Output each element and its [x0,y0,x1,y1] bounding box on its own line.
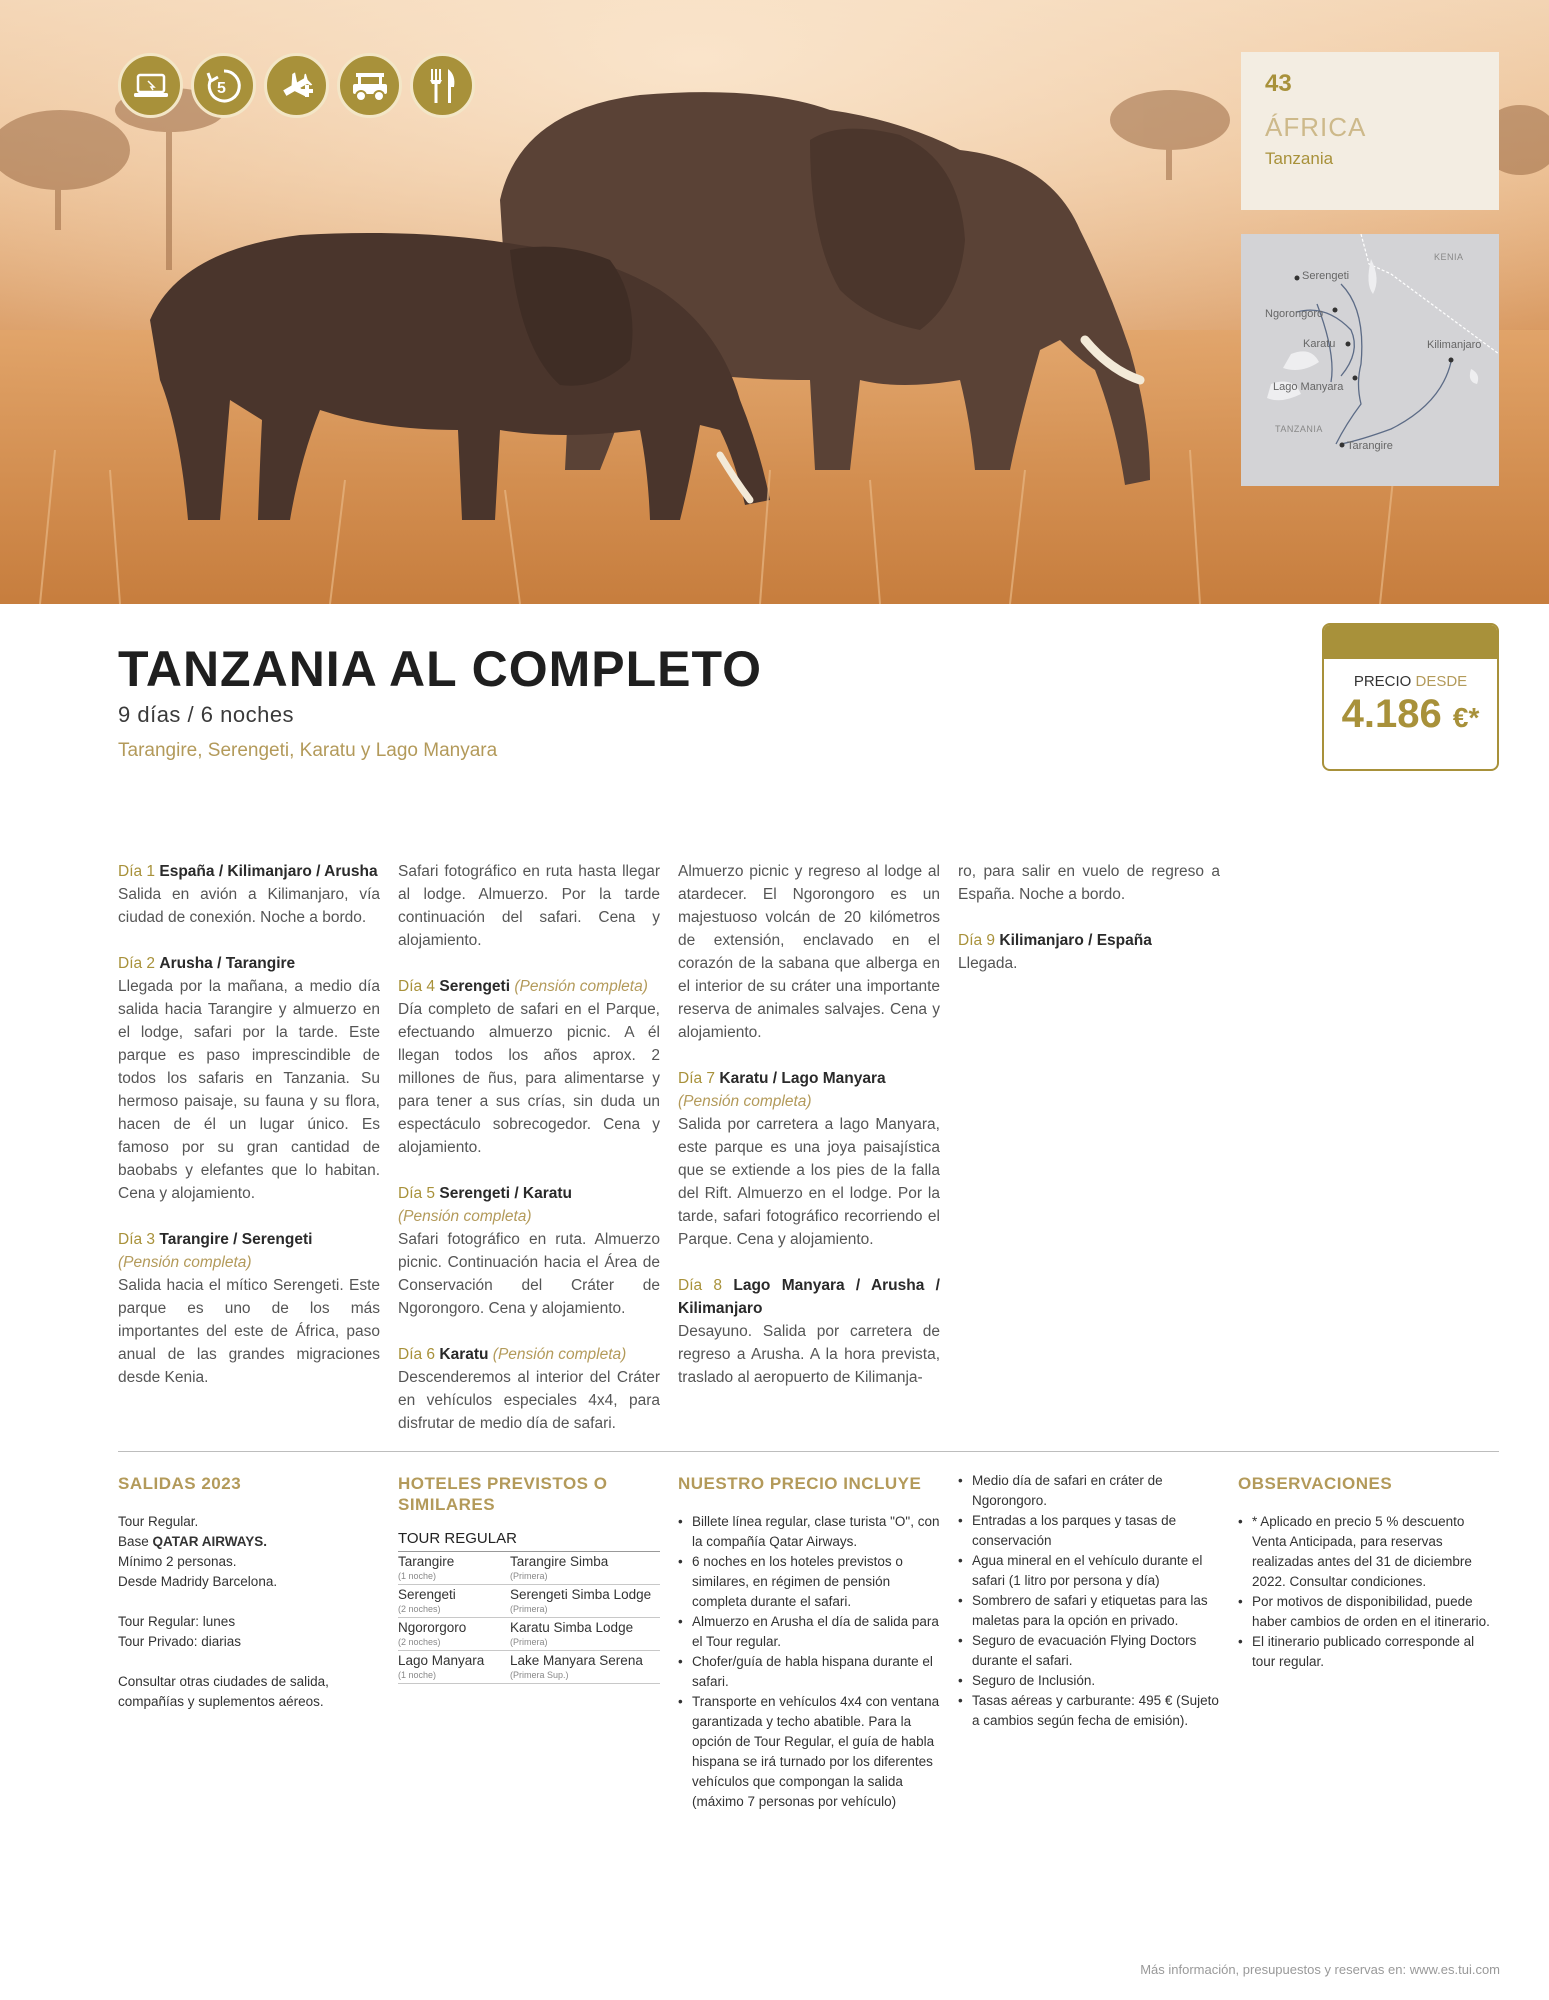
hotels-heading: HOTELES PREVISTOS O SIMILARES [398,1474,608,1514]
day-title: Serengeti / Karatu [439,1185,573,1202]
hotel-destination: Ngororgoro [398,1620,467,1635]
itinerary-column-1 [118,860,380,1412]
includes-item: • Seguro de evacuación Flying Doctors durante el safari. [958,1631,1220,1671]
observations-heading: OBSERVACIONES [1238,1474,1393,1493]
hotel-name: Serengeti Simba Lodge [510,1587,652,1602]
trip-duration: 9 días / 6 noches [118,702,295,727]
price-currency: €* [1452,702,1480,733]
day-number: Día 5 [398,1185,436,1202]
includes-item: • Transporte en vehículos 4x4 con ventana garantizada y techo abatible. Para la opción de Tour Regular, el guía de habla hispana se irá turnado por los diferentes vehículos que compongan la salida (máximo 7 personas por vehículo) [678,1692,940,1812]
itinerary-day-3-continued [398,860,660,952]
price-label [1324,673,1497,690]
day-description: Día completo de safari en el Parque, efectuando almuerzo picnic. A él llegan todos los años aprox. 2 millones de ñus, para alimentarse y para tener a sus crías, sin duda un espectáculo sobrecogedor. Cena y alojamiento. [398,1001,660,1156]
hotels-table [398,1552,660,1684]
itinerary-day-3 [118,1228,380,1389]
hotel-category: (Primera Sup.) [510,1670,569,1680]
price-amount: 4.186 [1341,692,1442,736]
day-meal-plan: (Pensión completa) [398,1208,532,1225]
hotel-nights: (1 noche) [398,1670,437,1680]
day-title: Tarangire / Serengeti [159,1231,313,1248]
departures-airline-line [118,1532,358,1552]
hotel-row [398,1618,660,1651]
price-label-text: PRECIO [1353,673,1412,690]
footer-info: Más información, presupuestos y reservas en: www.es.tui.com [1140,1962,1500,1977]
hero-photo [0,0,1549,604]
day-number: Día 8 [678,1277,723,1294]
departures-airline: QATAR AIRWAYS. [152,1534,268,1549]
includes-item: • Tasas aéreas y carburante: 495 € (Sujeto a cambios según fecha de emisión). [958,1691,1220,1731]
price-band [1324,625,1497,659]
includes-item: • Medio día de safari en cráter de Ngorongoro. [958,1471,1220,1511]
price-includes-list-continued [958,1471,1220,1731]
departures-heading: SALIDAS 2023 [118,1474,242,1493]
includes-item: • Billete línea regular, clase turista "O", con la compañía Qatar Airways. [678,1512,940,1552]
region-label: ÁFRICA [1265,112,1367,142]
route-map [1241,234,1499,486]
day-number: Día 9 [958,932,996,949]
departures-section [118,1473,358,1712]
observations-section [1238,1473,1500,1672]
hotel-nights: (1 noche) [398,1571,437,1581]
price-includes-list [678,1512,940,1812]
day-description: Safari fotográfico en ruta. Almuerzo picnic. Continuación hacia el Área de Conservación del Cráter de Ngorongoro. Cena y alojamiento. [398,1231,660,1317]
includes-item: • Sombrero de safari y etiquetas para las maletas para la opción en privado. [958,1591,1220,1631]
itinerary-day-7 [678,1067,940,1251]
hotel-destination: Lago Manyara [398,1653,485,1668]
day-description: Desayuno. Salida por carretera de regreso a Arusha. A la hora prevista, traslado al aeropuerto de Kilimanja- [678,1323,940,1386]
observation-item: • * Aplicado en precio 5 % descuento Venta Anticipada, para reservas realizadas antes del 31 de diciembre 2022. Consultar condiciones. [1238,1512,1500,1592]
map-label-serengeti: Serengeti [1302,270,1350,282]
laptop-icon [118,53,183,118]
hotel-name: Karatu Simba Lodge [510,1620,634,1635]
hotel-category: (Primera) [510,1604,548,1614]
itinerary-column-3 [678,860,940,1412]
five-star-rotation-icon [191,53,256,118]
includes-item: • Entradas a los parques y tasas de conservación [958,1511,1220,1551]
safari-jeep-icon [337,53,402,118]
day-description: Salida hacia el mítico Serengeti. Este parque es uno de los más importantes del este de África, paso anual de las grandes migraciones desde Kenia. [118,1277,380,1386]
day-number: Día 2 [118,955,156,972]
plane-plus-icon [264,53,329,118]
departures-base-prefix: Base [118,1534,153,1549]
day-description: Salida por carretera a lago Manyara, este parque es una joya paisajística que se extiende a los pies de la falla del Rift. Almuerzo en el lodge. Por la tarde, safari fotográfico recorriendo el Parque. Cena y alojamiento. [678,1116,940,1248]
itinerary-day-6-continued [678,860,940,1044]
day-title: Lago Manyara / Arusha / Kilimanjaro [678,1277,940,1317]
includes-item: • 6 noches en los hoteles previstos o similares, en régimen de pensión completa durante el safari. [678,1552,940,1612]
itinerary-column-4 [958,860,1220,998]
day-title: Karatu [439,1346,489,1363]
day-title: Karatu / Lago Manyara [719,1070,886,1087]
map-label-kilimanjaro: Kilimanjaro [1427,339,1482,351]
day-title: España / Kilimanjaro / Arusha [159,863,378,880]
observation-item: • El itinerario publicado corresponde al tour regular. [1238,1632,1500,1672]
day-number: Día 7 [678,1070,716,1087]
departures-line: Tour Privado: diarias [118,1634,242,1649]
map-label-tanzania: TANZANIA [1275,424,1323,434]
itinerary-day-2 [118,952,380,1205]
itinerary-day-8-continued [958,860,1220,906]
day-title: Kilimanjaro / España [999,932,1152,949]
trip-route: Tarangire, Serengeti, Karatu y Lago Manyara [118,740,498,761]
hotel-row [398,1585,660,1618]
hotel-destination: Serengeti [398,1587,456,1602]
day-description: Descenderemos al interior del Cráter en vehículos especiales 4x4, para disfrutar de medio día de safari. [398,1369,660,1432]
hotel-row [398,1651,660,1684]
day-title: Serengeti [439,978,511,995]
itinerary-day-9 [958,929,1220,975]
section-divider [118,1451,1499,1452]
page-number: 43 [1265,70,1292,97]
day-meal-plan: (Pensión completa) [514,978,648,995]
feature-icons [118,53,475,118]
trip-title: TANZANIA AL COMPLETO [118,641,763,697]
svg-text:5: 5 [216,79,226,97]
day-description: Llegada. [958,955,1018,972]
hotel-nights: (2 noches) [398,1604,441,1614]
price-value [1324,692,1497,737]
day-meal-plan: (Pensión completa) [492,1346,627,1363]
day-description: Salida en avión a Kilimanjaro, vía ciudad de conexión. Noche a bordo. [118,886,380,926]
itinerary-column-2 [398,860,660,1458]
departures-line: Mínimo 2 personas. [118,1554,237,1569]
itinerary-day-5 [398,1182,660,1320]
includes-item: • Almuerzo en Arusha el día de salida para el Tour regular. [678,1612,940,1652]
hotel-category: (Primera) [510,1637,548,1647]
day-number: Día 4 [398,978,436,995]
itinerary-day-1 [118,860,380,929]
map-label-karatu: Karatu [1303,338,1336,350]
observations-list [1238,1512,1500,1672]
itinerary-day-6 [398,1343,660,1435]
map-label-ngorongoro: Ngorongoro [1265,308,1324,320]
day-title: Arusha / Tarangire [159,955,296,972]
day-number: Día 3 [118,1231,156,1248]
map-label-lago-manyara: Lago Manyara [1273,381,1344,393]
meal-icon [410,53,475,118]
day-meal-plan: (Pensión completa) [678,1093,812,1110]
day-description: Llegada por la mañana, a medio día salida hacia Tarangire y almuerzo en el lodge, safari por la tarde. Este parque es paso imprescindible de todos los safaris en Tanzania. Su hermoso paisaje, su fauna y su flora, hacen de él un lugar único. Es famoso por su gran cantidad de baobabs y elefantes que lo habitan. Cena y alojamiento. [118,978,380,1202]
itinerary-day-4 [398,975,660,1159]
hotels-subheading: TOUR REGULAR [398,1529,660,1552]
includes-item: • Seguro de Inclusión. [958,1671,1220,1691]
price-from-text: DESDE [1415,673,1468,690]
departures-line: Tour Regular: lunes [118,1614,236,1629]
price-includes-heading: NUESTRO PRECIO INCLUYE [678,1474,922,1493]
price-box [1322,623,1499,771]
departures-line: Tour Regular. [118,1514,199,1529]
hotel-destination: Tarangire [398,1554,455,1569]
hotel-name: Lake Manyara Serena [510,1653,643,1668]
catalog-section-box [1241,52,1499,210]
day-description: ro, para salir en vuelo de regreso a España. Noche a bordo. [958,863,1220,903]
includes-item: • Agua mineral en el vehículo durante el safari (1 litro por persona y día) [958,1551,1220,1591]
day-number: Día 1 [118,863,156,880]
hotel-name: Tarangire Simba [510,1554,609,1569]
country-label: Tanzania [1265,149,1334,168]
day-description: Safari fotográfico en ruta hasta llegar al lodge. Almuerzo. Por la tarde continuación del safari. Cena y alojamiento. [398,863,660,949]
itinerary-day-8 [678,1274,940,1389]
map-label-kenia: KENIA [1434,252,1464,262]
map-label-tarangire: Tarangire [1347,440,1393,452]
hotel-row [398,1552,660,1585]
observation-item: • Por motivos de disponibilidad, puede haber cambios de orden en el itinerario. [1238,1592,1500,1632]
hotel-category: (Primera) [510,1571,548,1581]
day-number: Día 6 [398,1346,436,1363]
day-description: Almuerzo picnic y regreso al lodge al atardecer. El Ngorongoro es un majestuoso volcán de 20 kilómetros de extensión, enclavado en el corazón de la sabana que alberga en el interior de su cráter una importante reserva de animales salvajes. Cena y alojamiento. [678,863,940,1041]
departures-note: Consultar otras ciudades de salida, compañías y suplementos aéreos. [118,1674,329,1709]
hotel-nights: (2 noches) [398,1637,441,1647]
price-includes-section [678,1473,940,1812]
includes-item: • Chofer/guía de habla hispana durante el safari. [678,1652,940,1692]
day-meal-plan: (Pensión completa) [118,1254,252,1271]
hotels-section [398,1473,660,1684]
departures-line: Desde Madridy Barcelona. [118,1574,278,1589]
price-includes-continued [958,1471,1220,1731]
